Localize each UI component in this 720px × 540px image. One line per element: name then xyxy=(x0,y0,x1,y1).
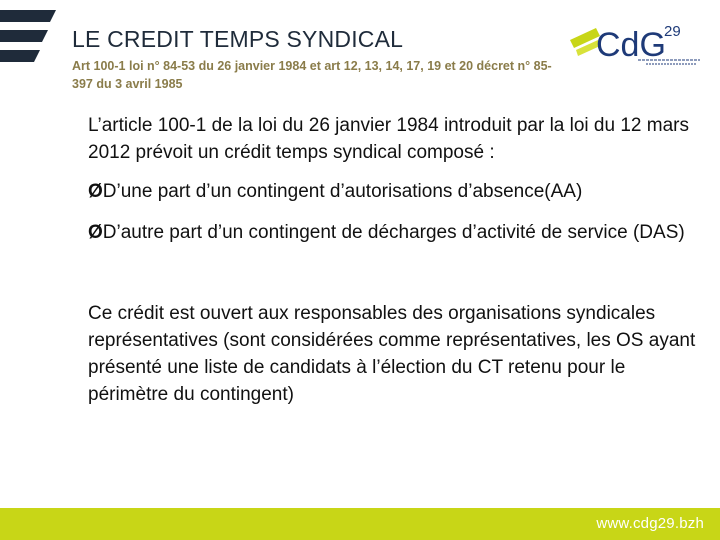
credit-paragraph: Ce crédit est ouvert aux responsables des organisations syndicales représentatives (sont considérées comme représentatives, les OS ayant présenté une liste de candidats à l’élection du CT retenu pour le périmètre du contingent) xyxy=(88,302,696,405)
bullet-text: D’autre part d’un contingent de décharges d’activité de service (DAS) xyxy=(102,221,685,243)
legal-reference-subtitle: Art 100-1 loi n° 84-53 du 26 janvier 1984 et art 12, 13, 14, 17, 19 et 20 décret n° 85-397 du 3 avril 1985 xyxy=(72,59,552,92)
footer-website-link[interactable]: www.cdg29.bzh xyxy=(596,515,704,532)
arrow-bullet-icon: Ø xyxy=(88,221,103,243)
logo-text: CdG xyxy=(596,26,666,64)
bullet-text: D’une part d’un contingent d’autorisations d’absence(AA) xyxy=(102,180,583,202)
footer-bar xyxy=(0,508,720,540)
bullet-item-aa xyxy=(88,179,700,206)
bullet-item-das xyxy=(88,220,700,247)
intro-paragraph: L’article 100-1 de la loi du 26 janvier 1984 introduit par la loi du 12 mars 2012 prévoit un crédit temps syndical composé : xyxy=(88,115,689,163)
page-title: LE CREDIT TEMPS SYNDICAL xyxy=(72,26,404,52)
logo-number: 29 xyxy=(664,23,681,40)
slide-content xyxy=(88,113,700,409)
arrow-bullet-icon: Ø xyxy=(88,180,103,202)
cdg29-logo xyxy=(566,14,706,74)
corner-stripes-decoration xyxy=(0,0,60,70)
